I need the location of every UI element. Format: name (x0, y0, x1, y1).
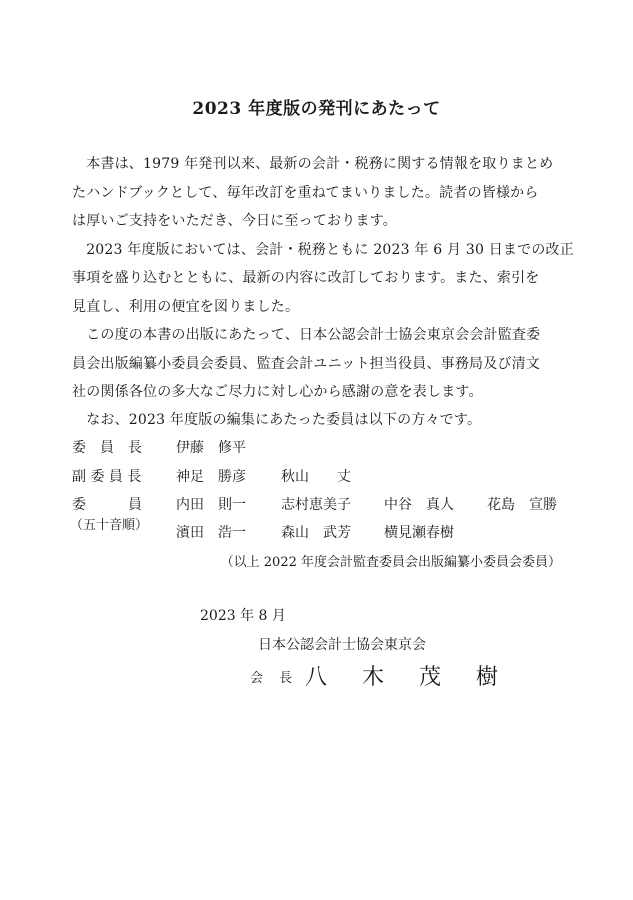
chair-label: 委 員 長 (72, 440, 142, 456)
vice-chair-name: 秋山 丈 (281, 469, 351, 485)
signatory-title: 会 長 (250, 671, 299, 686)
member-name: 横見瀬春樹 (384, 525, 454, 541)
paragraph-line: 2023 年度版においては、会計・税務ともに 2023 年 6 月 30 日までの改正 (72, 242, 574, 258)
document-title: 2023 年度版の発刊にあたって (192, 99, 441, 119)
paragraph-line: なお、2023 年度版の編集にあたった委員は以下の方々です。 (72, 412, 482, 428)
organization-name: 日本公認会計士協会東京会 (258, 637, 426, 653)
chair-name: 伊藤 修平 (176, 440, 246, 456)
vice-chair-name: 神足 勝彦 (176, 469, 246, 485)
member-name: 志村恵美子 (281, 497, 351, 513)
paragraph-line: は厚いご支持をいただき、今日に至っております。 (72, 213, 397, 229)
committee-footnote: （以上 2022 年度会計監査委員会出版編纂小委員会委員） (220, 555, 561, 570)
vice-chair-label: 副 委 員 長 (72, 469, 142, 485)
paragraph-line: この度の本書の出版にあたって、日本公認会計士協会東京会会計監査委 (72, 327, 541, 343)
paragraph-line: 事項を盛り込むとともに、最新の内容に改訂しております。また、索引を (72, 270, 540, 286)
paragraph-line: 員会出版編纂小委員会委員、監査会計ユニット担当役員、事務局及び清文 (72, 356, 541, 372)
paragraph-line: 社の関係各位の多大なご尽力に対し心から感謝の意を表します。 (72, 384, 483, 400)
paragraph-line: たハンドブックとして、毎年改訂を重ねてまいりました。読者の皆様から (72, 185, 539, 201)
member-order-note: （五十音順） (70, 518, 149, 533)
member-name: 花島 宣勝 (487, 497, 557, 513)
member-name: 濱田 浩一 (176, 525, 246, 541)
signatory-name: 八 木 茂 樹 (305, 665, 512, 690)
member-name: 内田 則一 (176, 497, 246, 513)
paragraph-line: 本書は、1979 年発刊以来、最新の会計・税務に関する情報を取りまとめ (72, 156, 554, 172)
member-name: 森山 武芳 (281, 525, 351, 541)
paragraph-line: 見直し、利用の便宜を図りました。 (72, 299, 300, 315)
member-name: 中谷 真人 (384, 497, 454, 513)
member-label: 委 員 (72, 497, 142, 513)
issue-date: 2023 年 8 月 (200, 608, 286, 624)
